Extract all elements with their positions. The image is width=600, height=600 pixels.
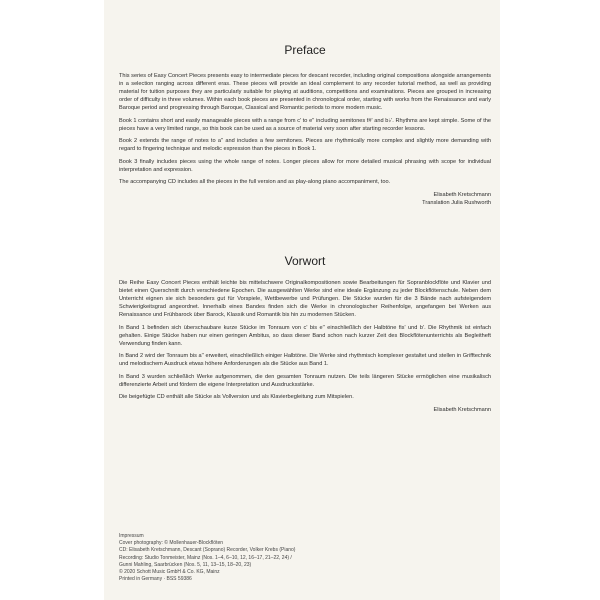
preface-title: Preface — [284, 43, 326, 57]
imprint-line: Recording: Studio Tonmeister, Mainz (Nos. 1–4, 6–10, 12, 16–17, 21–22, 24) / — [119, 554, 292, 561]
vorwort-paragraph-4: In Band 3 wurden schließlich Werke aufgenommen, die den gesamten Tonraum nutzen. Die teils längeren Stücke ermöglichen eine musikalisch differenzierte Arbeit und fördern die eigene Interpretation und Ausdrucksstärke. — [119, 373, 491, 388]
vorwort-title: Vorwort — [284, 254, 326, 268]
preface-paragraph-1: This series of Easy Concert Pieces presents easy to intermediate pieces for descant recorder, including original compositions alongside arrangements in a selection ranging across different eras. These pieces will provide an ideal complement to any recorder tutorial method, as well as providing material for tuition purposes they are particularly suitable for playing at auditions, competitions and examinations. Pieces are grouped in increasing order of difficulty in three volumes. Within each book pieces are presented in chronological order, starting with works from the Renaissance and early Baroque period and progressing through Baroque, Classical and Romantic periods to more modern music. — [119, 73, 491, 111]
preface-paragraph-4: Book 3 finally includes pieces using the whole range of notes. Longer pieces allow for more detailed musical phrasing with scope for individual interpretation and expression. — [119, 158, 491, 173]
preface-paragraph-5: The accompanying CD includes all the pieces in the full version and as play-along piano accompaniment, too. — [119, 179, 391, 185]
vorwort-paragraph-3: In Band 2 wird der Tonraum bis a'' erweitert, einschließlich einiger Halbtöne. Die Werke sind rhythmisch komplexer gestaltet und stellen in Grifftechnik und melodischem Ausdruck etwas höhere Anforderungen als die Stücke aus Band 1. — [119, 353, 491, 367]
imprint-line: CD: Elisabeth Kretschmann, Descant (Soprano) Recorder, Volker Krebs (Piano) — [119, 547, 296, 554]
preface-paragraph-3: Book 2 extends the range of notes to a'' and includes a few semitones. Pieces are rhythmically more complex and slightly more demanding with regard to fingering technique and melodic expression than the pieces in Book 1. — [119, 138, 491, 152]
imprint — [119, 533, 379, 583]
preface-paragraph-2: Book 1 contains short and easily manageable pieces with a range from c' to e'' including semitones f#' and b♭'. Rhythms are kept simple. Some of the pieces have a very limited range, so this book can be used as a source of material very soon after starting recorder lessons. — [119, 117, 491, 132]
imprint-heading: Impressum — [119, 533, 144, 539]
document-page — [104, 0, 500, 600]
imprint-line: © 2020 Schott Music GmbH & Co. KG, Mainz — [119, 569, 220, 576]
preface-signature-author: Elisabeth Kretschmann — [433, 191, 491, 198]
vorwort-paragraph-1: Die Reihe Easy Concert Pieces enthält leichte bis mittelschwere Originalkompositionen sowie Bearbeitungen für Sopranblockflöte und Klavier und bietet einen Querschnitt durch verschiedene Epochen. Die ausgewählten Werke sind eine ideale Ergänzung zu jeder Blockflötenschule. Neben dem Unterricht eignen sie sich besonders gut für Vorspiele, Wettbewerbe und Prüfungen. Die Stücke wurden für die 3 Bände nach aufsteigendem Schwierigkeitsgrad angeordnet. Innerhalb eines Bandes finden sich die Werke in chronologischer Reihenfolge, angefangen bei Werken aus Renaissance und Frühbarock über Barock, Klassik und Romantik bis hin zu modernen Stücken. — [119, 280, 491, 318]
vorwort-signature-author: Elisabeth Kretschmann — [433, 406, 491, 413]
vorwort-body — [119, 279, 491, 414]
vorwort-paragraph-5: Die beigefügte CD enthält alle Stücke als Vollversion und als Klavierbegleitung zum Mitspielen. — [119, 394, 354, 400]
imprint-line: Gunni Mahling, Saarbrücken (Nos. 5, 11, 13–15, 18–20, 23) — [119, 561, 252, 568]
preface-signature-translator: Translation Julia Rushworth — [422, 199, 491, 206]
imprint-line: Cover photography: © Mollenhauer-Blockflöten — [119, 540, 224, 547]
preface-body — [119, 72, 491, 207]
imprint-line: Printed in Germany · BSS 59386 — [119, 576, 192, 583]
vorwort-paragraph-2: In Band 1 befinden sich überschaubare kurze Stücke im Tonraum von c' bis e'' einschließlich der Halbtöne fis' und b'. Die Rhythmik ist einfach gehalten. Einige Stücke haben nur einen geringen Ambitus, so dass dieser Band schon nach kurzer Zeit des Blockflötenunterrichts als Begleitheft Verwendung finden kann. — [119, 324, 491, 347]
